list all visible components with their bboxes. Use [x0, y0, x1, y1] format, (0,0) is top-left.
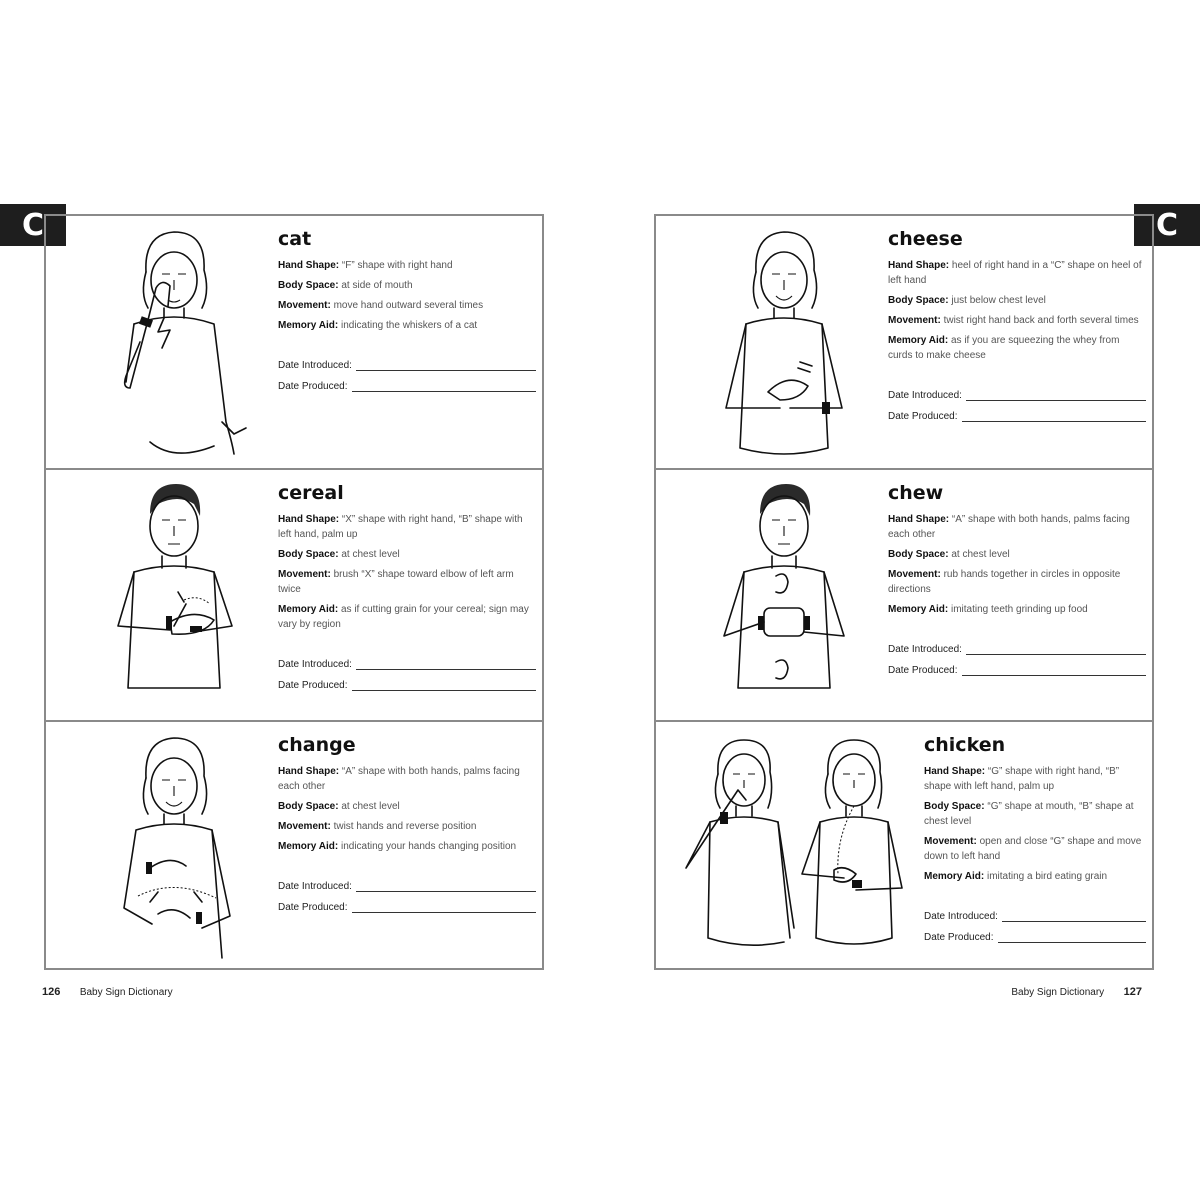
sign-word: chew — [888, 482, 944, 504]
entry-cereal-text — [278, 482, 536, 691]
body-space: Body Space: “G” shape at mouth, “B” shape at chest level — [924, 801, 1134, 827]
entry-change — [46, 720, 542, 972]
woman-signing-change-illustration — [74, 728, 274, 968]
date-introduced-line: Date Introduced: — [888, 390, 1146, 401]
memory-aid: Memory Aid: imitating a bird eating grain — [924, 871, 1108, 882]
hand-shape: Hand Shape: heel of right hand in a “C” shape on heel of left hand — [888, 260, 1142, 286]
movement: Movement: twist hands and reverse position — [278, 821, 477, 832]
entry-chicken — [656, 720, 1152, 972]
date-produced-line: Date Produced: — [924, 932, 1146, 943]
movement: Movement: move hand outward several times — [278, 300, 484, 311]
date-produced-line: Date Produced: — [278, 381, 536, 392]
man-signing-cereal-illustration — [74, 476, 274, 716]
body-space: Body Space: at chest level — [278, 549, 400, 560]
date-introduced-blank[interactable] — [356, 881, 536, 892]
section-tab-c-right: C — [1134, 204, 1200, 246]
date-introduced-line: Date Introduced: — [924, 911, 1146, 922]
sign-word: change — [278, 734, 356, 756]
two-women-signing-chicken-illustration — [666, 728, 926, 968]
body-space: Body Space: at side of mouth — [278, 280, 413, 291]
man-signing-chew-illustration — [684, 476, 884, 716]
section-tab-c-left: C — [0, 204, 66, 246]
date-introduced-blank[interactable] — [966, 644, 1146, 655]
right-page-footer — [1011, 986, 1142, 998]
page-number: 126 — [42, 986, 61, 998]
sign-word: cheese — [888, 228, 963, 250]
book-title: Baby Sign Dictionary — [79, 987, 173, 998]
body-space: Body Space: just below chest level — [888, 295, 1046, 306]
entry-chew-text — [888, 482, 1146, 676]
body-space: Body Space: at chest level — [888, 549, 1010, 560]
body-space: Body Space: at chest level — [278, 801, 400, 812]
date-introduced-line: Date Introduced: — [278, 659, 536, 670]
sign-word: chicken — [924, 734, 1006, 756]
entry-change-text — [278, 734, 536, 913]
entry-chicken-text — [924, 734, 1146, 943]
sign-word: cat — [278, 228, 312, 250]
memory-aid: Memory Aid: as if you are squeezing the whey from curds to make cheese — [888, 335, 1120, 361]
book-title: Baby Sign Dictionary — [1011, 987, 1105, 998]
date-produced-line: Date Produced: — [278, 902, 536, 913]
hand-shape: Hand Shape: “X” shape with right hand, “B” shape with left hand, palm up — [278, 514, 523, 540]
movement: Movement: rub hands together in circles in opposite directions — [888, 569, 1121, 595]
date-introduced-blank[interactable] — [356, 360, 536, 371]
date-introduced-line: Date Introduced: — [278, 360, 536, 371]
date-produced-line: Date Produced: — [888, 665, 1146, 676]
sign-word: cereal — [278, 482, 344, 504]
movement: Movement: brush “X” shape toward elbow of left arm twice — [278, 569, 514, 595]
hand-shape: Hand Shape: “F” shape with right hand — [278, 260, 453, 271]
entry-cheese — [656, 216, 1152, 468]
entry-chew — [656, 468, 1152, 720]
date-produced-blank[interactable] — [352, 381, 537, 392]
page-number: 127 — [1123, 986, 1142, 998]
date-produced-blank[interactable] — [352, 680, 537, 691]
left-page-footer — [42, 986, 173, 998]
date-produced-blank[interactable] — [998, 932, 1147, 943]
memory-aid: Memory Aid: as if cutting grain for your cereal; sign may vary by region — [278, 604, 529, 630]
right-page-panel — [654, 214, 1154, 970]
woman-signing-cheese-illustration — [684, 222, 884, 462]
entry-cat-text — [278, 228, 536, 392]
date-introduced-blank[interactable] — [966, 390, 1146, 401]
date-introduced-blank[interactable] — [1002, 911, 1146, 922]
date-introduced-line: Date Introduced: — [278, 881, 536, 892]
date-produced-line: Date Produced: — [278, 680, 536, 691]
hand-shape: Hand Shape: “G” shape with right hand, “B” shape with left hand, palm up — [924, 766, 1120, 792]
memory-aid: Memory Aid: indicating your hands changing position — [278, 841, 517, 852]
date-introduced-blank[interactable] — [356, 659, 536, 670]
entry-cheese-text — [888, 228, 1146, 422]
date-introduced-line: Date Introduced: — [888, 644, 1146, 655]
memory-aid: Memory Aid: indicating the whiskers of a cat — [278, 320, 478, 331]
date-produced-blank[interactable] — [962, 411, 1147, 422]
hand-shape: Hand Shape: “A” shape with both hands, palms facing each other — [278, 766, 520, 792]
movement: Movement: twist right hand back and forth several times — [888, 315, 1139, 326]
memory-aid: Memory Aid: imitating teeth grinding up food — [888, 604, 1088, 615]
date-produced-blank[interactable] — [352, 902, 537, 913]
entry-cereal — [46, 468, 542, 720]
movement: Movement: open and close “G” shape and move down to left hand — [924, 836, 1142, 862]
date-produced-blank[interactable] — [962, 665, 1147, 676]
woman-signing-cat-illustration — [74, 222, 274, 462]
entry-cat — [46, 216, 542, 468]
date-produced-line: Date Produced: — [888, 411, 1146, 422]
left-page-panel — [44, 214, 544, 970]
hand-shape: Hand Shape: “A” shape with both hands, palms facing each other — [888, 514, 1130, 540]
